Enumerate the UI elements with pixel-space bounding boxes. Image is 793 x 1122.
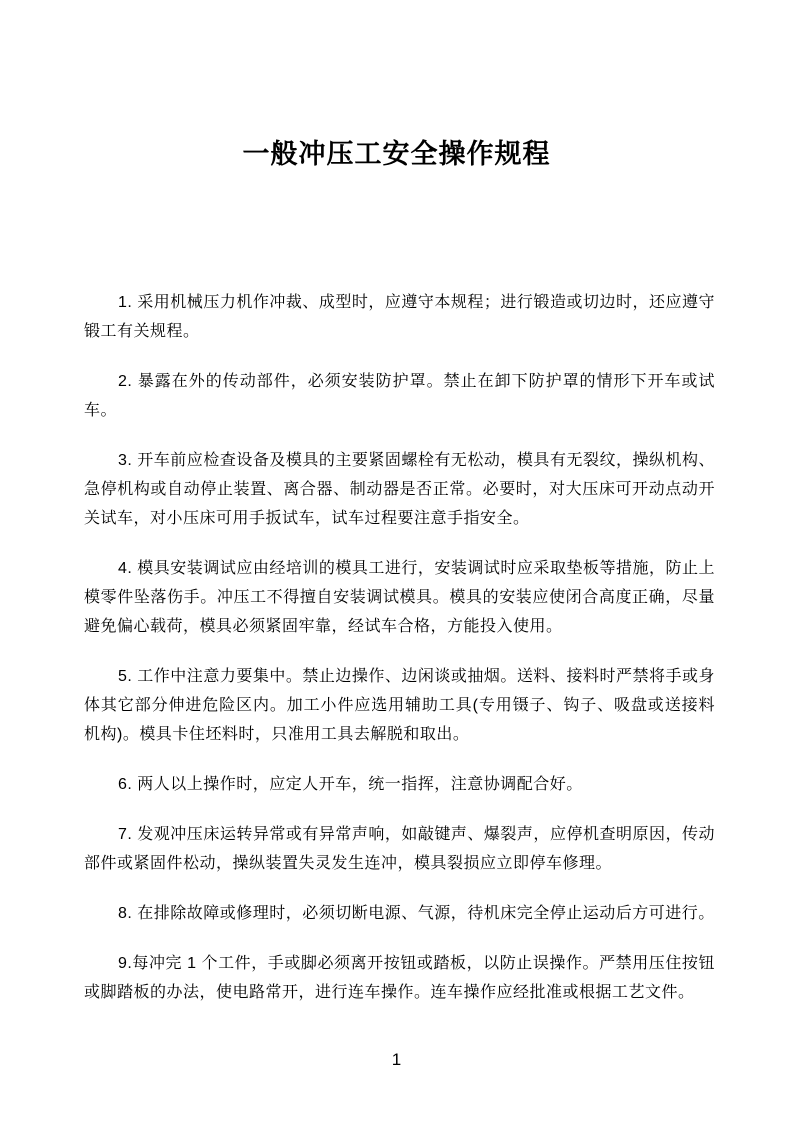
safety-rule-4: 4. 模具安装调试应由经培训的模具工进行，安装调试时应采取垫板等措施，防止上模零件坠落伤手。冲压工不得擅自安装调试模具。模具的安装应使闭合高度正确，尽量避免偏心载荷，模具必须紧固牢靠，经试车合格，方能投入使用。	[84, 560, 715, 636]
document-body	[0, 288, 793, 1007]
safety-rule-5: 5. 工作中注意力要集中。禁止边操作、边闲谈或抽烟。送料、接料时严禁将手或身体其它部分伸进危险区内。加工小件应选用辅助工具(专用镊子、钩子、吸盘或送接料机构)。模具卡住坯料时，只准用工具去解脱和取出。	[84, 668, 715, 744]
safety-rule-6: 6. 两人以上操作时，应定人开车，统一指挥，注意协调配合好。	[118, 776, 583, 794]
safety-rule-1: 1. 采用机械压力机作冲裁、成型时，应遵守本规程；进行锻造或切边时，还应遵守锻工有关规程。	[84, 294, 715, 341]
safety-rule-7: 7. 发观冲压床运转异常或有异常声响，如敲键声、爆裂声，应停机查明原因，传动部件或紧固件松动，操纵装置失灵发生连冲，模具裂损应立即停车修理。	[84, 826, 715, 873]
safety-rule-3: 3. 开车前应检查设备及模具的主要紧固螺栓有无松动，模具有无裂纹，操纵机构、急停机构或自动停止装置、离合器、制动器是否正常。必要时，对大压床可开动点动开关试车，对小压床可用手扳试车，试车过程要注意手指安全。	[84, 452, 715, 528]
document-title: 一般冲压工安全操作规程	[242, 139, 551, 169]
safety-rule-9: 9.每冲完 1 个工件，手或脚必须离开按钮或踏板，以防止误操作。严禁用压住按钮或脚踏板的办法，使电路常开，进行连车操作。连车操作应经批准或根据工艺文件。	[84, 955, 715, 1002]
page-number: 1	[391, 1050, 402, 1069]
safety-rule-8: 8. 在排除故障或修理时，必须切断电源、气源，待机床完全停止运动后方可进行。	[118, 905, 715, 923]
safety-rule-2: 2. 暴露在外的传动部件，必须安装防护罩。禁止在卸下防护罩的情形下开车或试车。	[84, 373, 715, 420]
